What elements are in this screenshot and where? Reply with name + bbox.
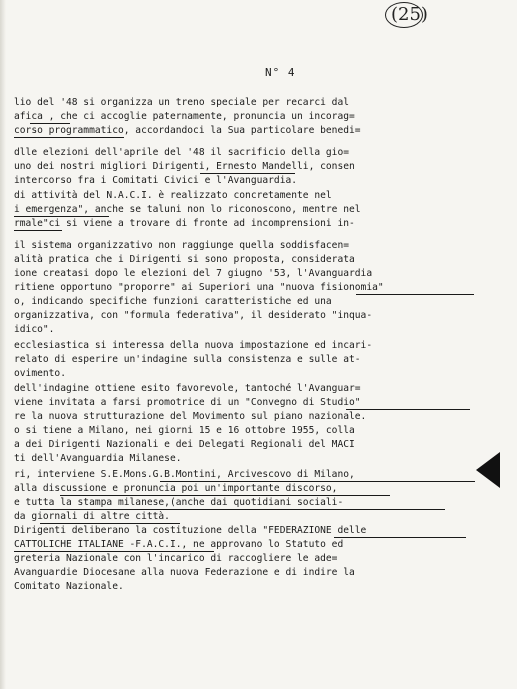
- text-line: organizzativa, con "formula federativa", il desiderato "inqua-: [14, 310, 373, 321]
- text-line: Comitato Nazionale.: [14, 581, 124, 592]
- text-line: il sistema organizzativo non raggiunge quella soddisfacen=: [14, 240, 350, 251]
- text-line: relato di esperire un'indagine sulla consistenza e sulle at-: [14, 354, 361, 365]
- text-line: re la nuova strutturazione del Movimento sul piano nazionale.: [14, 411, 367, 422]
- text-line: ecclesiastica si interessa della nuova impostazione ed incari-: [14, 340, 373, 351]
- text-line: da giornali di altre città.: [14, 511, 170, 522]
- underline-mark: [14, 230, 62, 231]
- text-line: ovimento.: [14, 368, 66, 379]
- text-line: afica , che ci accoglie paternamente, pronuncia un incorag=: [14, 111, 355, 122]
- text-line: Dirigenti deliberano la costituzione della "FEDERAZIONE delle: [14, 525, 367, 536]
- scan-shadow-edge: [0, 0, 6, 689]
- text-line: di attività del N.A.C.I. è realizzato concretamente nel: [14, 190, 332, 201]
- underline-mark: [334, 537, 466, 538]
- page-number-circle: [385, 2, 423, 28]
- text-line: alità pratica che i Dirigenti si sono proposta, considerata: [14, 254, 355, 265]
- underline-mark: [160, 481, 475, 482]
- text-line: ione creatasi dopo le elezioni del 7 giugno '53, l'Avanguardia: [14, 268, 373, 279]
- underline-mark: [40, 523, 180, 524]
- text-line: viene invitata a farsi promotrice di un "Convegno di Studio": [14, 397, 361, 408]
- text-line: dell'indagine ottiene esito favorevole, tantoché l'Avanguar=: [14, 383, 361, 394]
- handwritten-page-number: [391, 4, 428, 25]
- text-line: greteria Nazionale con l'incarico di raccogliere le ade=: [14, 553, 338, 564]
- underline-mark: [30, 123, 70, 124]
- page-number-text: (25): [391, 4, 428, 25]
- underline-mark: [14, 216, 109, 217]
- underline-mark: [200, 173, 295, 174]
- text-line: Avanguardie Diocesane alla nuova Federazione e di indire la: [14, 567, 355, 578]
- text-line: uno dei nostri migliori Dirigenti, Ernesto Mandelli, consen: [14, 161, 355, 172]
- text-line: intercorso fra i Comitati Civici e l'Avanguardia.: [14, 175, 298, 186]
- text-line: lio del '48 si organizza un treno speciale per recarci dal: [14, 97, 350, 108]
- text-line: o si tiene a Milano, nei giorni 15 e 16 ottobre 1955, colla: [14, 425, 355, 436]
- underline-mark: [14, 551, 214, 552]
- text-line: e tutta la stampa milanese,(anche dai quotidiani sociali-: [14, 497, 344, 508]
- underline-mark: [346, 409, 470, 410]
- handwritten-arrow-icon: [476, 452, 500, 488]
- text-line: alla discussione e pronuncia poi un'importante discorso,: [14, 483, 338, 494]
- text-line: dlle elezioni dell'aprile del '48 il sacrificio della gio=: [14, 147, 350, 158]
- text-line: ritiene opportuno "proporre" ai Superiori una "nuova fisionomia": [14, 282, 384, 293]
- text-line: o, indicando specifiche funzioni caratteristiche ed una: [14, 296, 332, 307]
- text-line: CATTOLICHE ITALIANE -F.A.C.I., ne approvano lo Statuto ed: [14, 539, 344, 550]
- text-line: ri, interviene S.E.Mons.G.B.Montini, Arcivescovo di Milano,: [14, 469, 355, 480]
- text-line: idico".: [14, 324, 55, 335]
- underline-mark: [356, 294, 474, 295]
- underline-mark: [40, 509, 445, 510]
- text-line: ti dell'Avanguardia Milanese.: [14, 453, 182, 464]
- text-line: i emergenza", anche se taluni non lo riconoscono, mentre nel: [14, 204, 361, 215]
- underline-mark: [14, 137, 124, 138]
- text-line: a dei Dirigenti Nazionali e dei Delegati Regionali del MACI: [14, 439, 355, 450]
- underline-mark: [60, 495, 390, 496]
- document-number: N° 4: [265, 66, 296, 79]
- text-line: rmale"ci si viene a trovare di fronte ad incomprensioni in-: [14, 218, 355, 229]
- text-line: corso programmatico, accordandoci la Sua particolare benedi=: [14, 125, 361, 136]
